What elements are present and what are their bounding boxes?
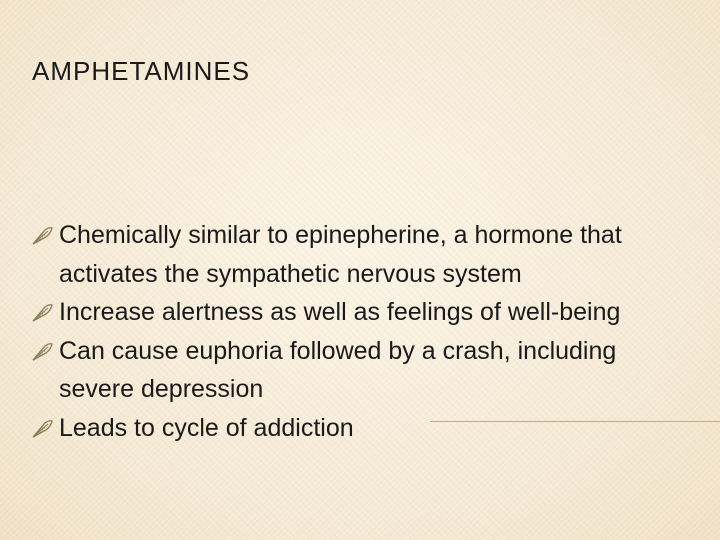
feather-quill-icon — [30, 418, 54, 440]
slide-title: AMPHETAMINES — [32, 56, 251, 86]
bullet-item — [30, 409, 690, 448]
feather-quill-icon — [30, 225, 54, 247]
feather-quill-icon — [30, 302, 54, 324]
bullet-text: Chemically similar to epinepherine, a hormone that activates the sympathetic nervous system — [59, 221, 622, 288]
bullet-item — [30, 293, 690, 332]
bullet-item — [30, 216, 690, 293]
bullet-item — [30, 332, 690, 409]
bullet-text: Increase alertness as well as feelings of well-being — [59, 298, 621, 326]
bullet-text: Can cause euphoria followed by a crash, including severe depression — [59, 336, 617, 403]
bullet-text: Leads to cycle of addiction — [59, 413, 354, 442]
decorative-divider — [430, 421, 720, 422]
bullet-list — [30, 216, 690, 447]
feather-quill-icon — [30, 341, 54, 363]
